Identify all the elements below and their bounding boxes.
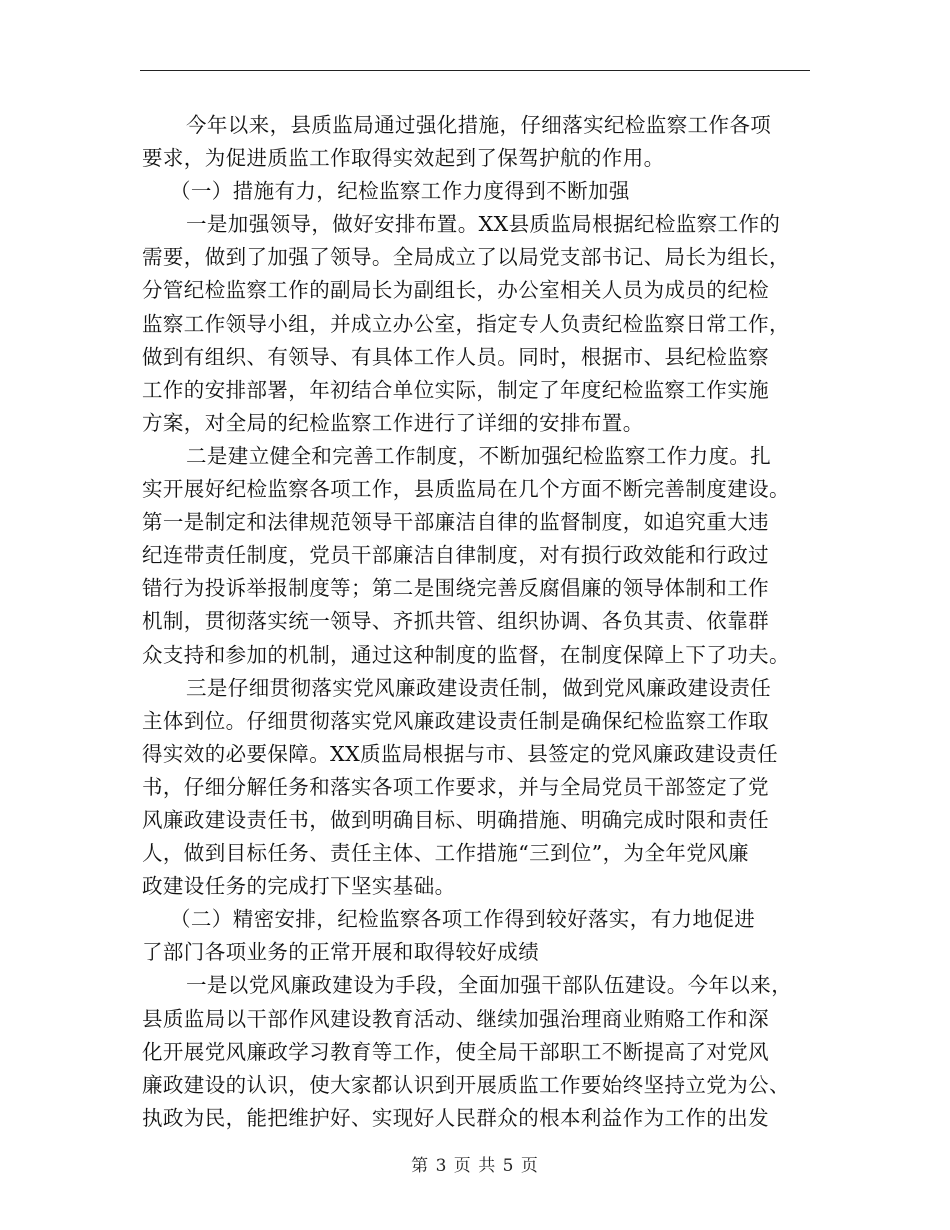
paragraph-line: 人，做到目标任务、责任主体、工作措施“三到位”，为全年党风廉 [142,841,749,866]
paragraph-line: 县质监局以干部作风建设教育活动、继续加强治理商业贿赂工作和深 [142,1006,769,1031]
body-text [142,109,810,1135]
paragraph-line: 执政为民，能把维护好、实现好人民群众的根本利益作为工作的出发 [142,1105,769,1130]
paragraph-line: 机制，贯彻落实统一领导、齐抓共管、组织协调、各负其责、依靠群 [142,609,769,634]
paragraph-line: 错行为投诉举报制度等；第二是围绕完善反腐倡廉的领导体制和工作 [142,576,769,601]
paragraph-line: 众支持和参加的机制，通过这种制度的监督，在制度保障上下了功夫。 [142,642,790,667]
paragraph-line: 风廉政建设责任书，做到明确目标、明确措施、明确完成时限和责任 [142,807,769,832]
paragraph-line: 要求，为促进质监工作取得实效起到了保驾护航的作用。 [142,146,665,171]
section-heading: （二）精密安排，纪检监察各项工作得到较好落实，有力地促进 [170,907,756,932]
section-heading: 了部门各项业务的正常开展和取得较好成绩 [142,940,540,965]
paragraph-line: 实开展好纪检监察各项工作，县质监局在几个方面不断完善制度建设。 [142,477,790,502]
paragraph-line: 二是建立健全和完善工作制度，不断加强纪检监察工作力度。扎 [186,443,772,468]
paragraph-line: 方案，对全局的纪检监察工作进行了详细的安排布置。 [142,410,644,435]
section-heading: （一）措施有力，纪检监察工作力度得到不断加强 [170,179,630,204]
paragraph-line: 廉政建设的认识，使大家都认识到开展质监工作要始终坚持立党为公、 [142,1072,790,1097]
paragraph-line: 一是以党风廉政建设为手段，全面加强干部队伍建设。今年以来， [186,973,793,998]
paragraph-line: 一是加强领导，做好安排布置。XX县质监局根据纪检监察工作的 [186,212,781,237]
paragraph-line: 今年以来，县质监局通过强化措施，仔细落实纪检监察工作各项 [186,113,772,137]
paragraph-line: 第一是制定和法律规范领导干部廉洁自律的监督制度，如追究重大违 [142,510,769,535]
paragraph-line: 纪连带责任制度，党员干部廉洁自律制度，对有损行政效能和行政过 [142,543,769,568]
paragraph-line: 分管纪检监察工作的副局长为副组长，办公室相关人员为成员的纪检 [142,278,769,303]
paragraph-line: 工作的安排部署，年初结合单位实际，制定了年度纪检监察工作实施 [142,377,769,402]
header-rule [140,70,810,71]
paragraph-line: 需要，做到了加强了领导。全局成立了以局党支部书记、局长为组长， [142,245,790,270]
paragraph-line: 得实效的必要保障。XX质监局根据与市、县签定的党风廉政建设责任 [142,741,779,766]
paragraph-line: 做到有组织、有领导、有具体工作人员。同时，根据市、县纪检监察 [142,344,769,369]
paragraph-line: 政建设任务的完成打下坚实基础。 [142,874,456,899]
page-number-footer: 第 3 页 共 5 页 [411,1156,539,1176]
paragraph-line: 化开展党风廉政学习教育等工作，使全局干部职工不断提高了对党风 [142,1039,769,1064]
paragraph-line: 主体到位。仔细贯彻落实党风廉政建设责任制是确保纪检监察工作取 [142,708,769,733]
paragraph-line: 监察工作领导小组，并成立办公室，指定专人负责纪检监察日常工作， [142,311,790,336]
paragraph-line: 书，仔细分解任务和落实各项工作要求，并与全局党员干部签定了党 [142,774,769,799]
paragraph-line: 三是仔细贯彻落实党风廉政建设责任制，做到党风廉政建设责任 [186,675,772,700]
